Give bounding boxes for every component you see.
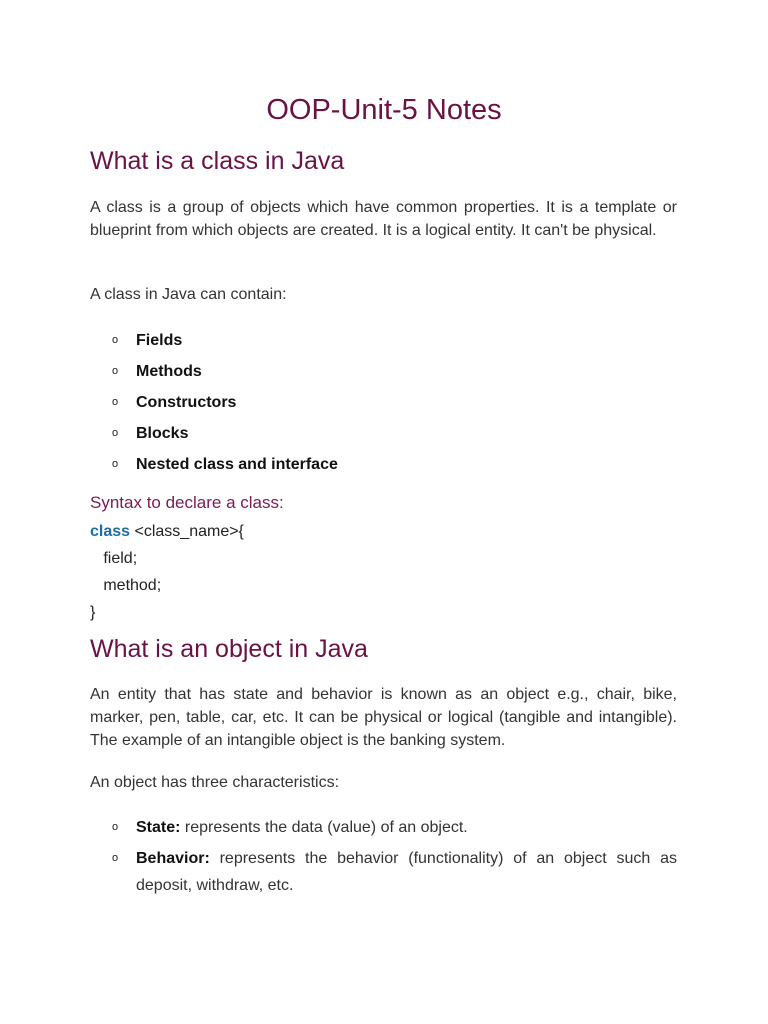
code-line-4: } — [90, 604, 96, 621]
document-title: OOP-Unit-5 Notes — [266, 94, 502, 126]
list-item — [90, 418, 677, 449]
syntax-heading: Syntax to declare a class: — [90, 493, 284, 512]
bullet-circle-icon: o — [112, 821, 119, 833]
bullet-circle-icon: o — [112, 365, 119, 377]
bullet-circle-icon: o — [112, 852, 119, 864]
list-item — [90, 845, 677, 899]
characteristic-term: Behavior: — [136, 850, 210, 867]
code-keyword: class — [90, 523, 131, 540]
class-contains-list — [90, 325, 677, 480]
code-line-1 — [90, 518, 244, 545]
characteristic-description: represents the data (value) of an object. — [180, 819, 468, 836]
code-line-2: field; — [90, 550, 138, 567]
list-item — [90, 814, 677, 841]
object-intro-paragraph: An entity that has state and behavior is known as an object e.g., chair, bike, marker, pen, table, car, etc. It can be physical or logical (tangible and intangible). The example of an intangible object is the banking system. — [90, 686, 677, 749]
bullet-circle-icon: o — [112, 458, 119, 470]
list-item-label: Constructors — [136, 394, 237, 411]
list-item — [90, 449, 677, 480]
object-characteristics-label: An object has three characteristics: — [90, 774, 340, 791]
list-item — [90, 387, 677, 418]
list-item-label: Blocks — [136, 425, 189, 442]
object-characteristics-list — [90, 814, 677, 903]
characteristic-term: State: — [136, 819, 181, 836]
list-item-label: Fields — [136, 332, 183, 349]
bullet-circle-icon: o — [112, 396, 119, 408]
list-item — [90, 325, 677, 356]
list-item-label: Nested class and interface — [136, 456, 338, 473]
bullet-circle-icon: o — [112, 427, 119, 439]
code-line-1-rest: <class_name>{ — [130, 523, 244, 540]
section-heading-object: What is an object in Java — [90, 635, 368, 663]
section-heading-class: What is a class in Java — [90, 147, 345, 175]
list-item — [90, 356, 677, 387]
bullet-circle-icon: o — [112, 334, 119, 346]
code-line-3: method; — [90, 577, 162, 594]
characteristic-description: represents the behavior (functionality) of an object such as deposit, withdraw, etc. — [136, 850, 677, 894]
list-item-label: Methods — [136, 363, 202, 380]
code-snippet — [90, 518, 244, 626]
class-contains-label: A class in Java can contain: — [90, 286, 287, 303]
class-intro-paragraph: A class is a group of objects which have common properties. It is a template or blueprint from which objects are created. It is a logical entity. It can't be physical. — [90, 199, 677, 239]
